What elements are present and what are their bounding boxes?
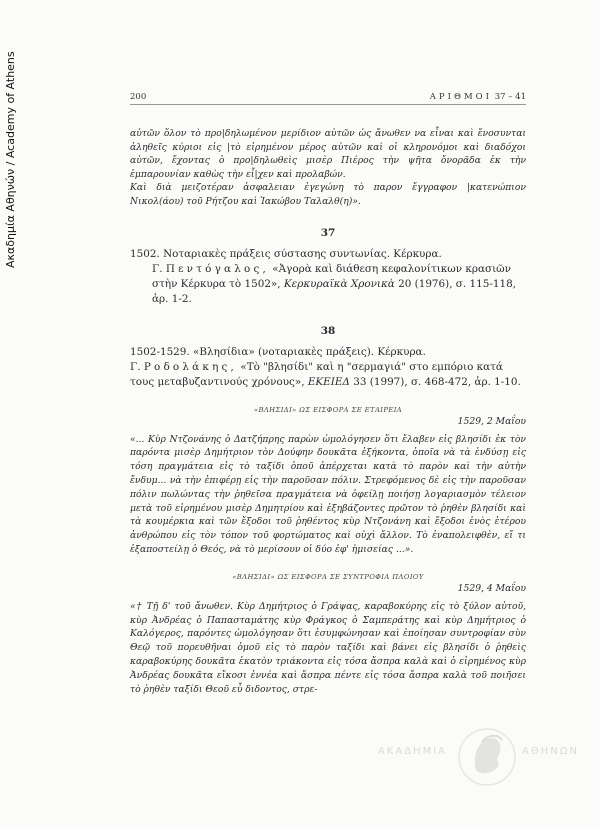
document-number-38: 38: [320, 324, 336, 337]
entry-37-nums: ἀρ. 1-2.: [152, 292, 192, 305]
entry-37-citation: [130, 262, 526, 307]
entry-38-title: «Βλησίδια» (νοταριακὲς πράξεις). Κέρκυρα.: [193, 345, 426, 358]
entry-37-article: «Ἀγορὰ καὶ διάθεση κεφαλονίτικων κρασιῶν: [272, 262, 511, 275]
entry-37-author: Πεντόγαλος,: [165, 262, 269, 275]
entry-37-article-cont: στὴν Κέρκυρα τὸ 1502»,: [152, 277, 281, 290]
entry-38-article-cont: τους μεταβυζαντινούς χρόνους»,: [130, 375, 305, 388]
entry-38-citation: [130, 360, 526, 390]
extract-1-text: «... Κὺρ Ντζονάνης ὁ Δατζήπρης παρὼν ὡμολόγησεν ὅτι ἔλαβεν εἰς βλησίδι ἐκ τὸν παρόντα μισὲρ Δημήτριον τὸν Δούφην δουκᾶτα ἑξήκοντα, ὁποῖα νὰ τὰ ἐνδύσῃ εἰς τόση πραγμάτεια εἰς τὸ ταξίδι ὁποῦ ἀπέρχεται κατὰ τὸ παρὸν καὶ τὴν αὐτὴν ἔνδυμ... νὰ τὴν ἐπιφέρῃ εἰς τὴν παροῦσαν πόλιν. Στρεφόμενος δὲ εἰς τὴν παροῦσαν πόλιν πωλώντας τὴν ῥηθεῖσα πραγμάτεια νὰ ὀφείλῃ ποιήσῃ λογαριασμὸν τέλειον μετὰ τοῦ εἰρημένου μισὲρ Δημητρίου καὶ ἐξηβάζοντες πρῶτον τὸ ῥηθὲν βλησίδι καὶ τὰ κουμέρκια καὶ τῶν ἔξοδοι τοῦ ῥηθέντος κὺρ Ντζονάνη καὶ ἔξοδοι ἑνὸς ἑτέρου ἀνθρώπου εἰς τὸν τόπον τοῦ φορτώματος καὶ οὐχὶ ἄλλον. Τὸ ἐναπολειφθὲν, εἴ τι ἐξαποστείλῃ ὁ Θεός, νὰ τὸ μερίσουν οἱ δύο ἐφ' ἡμισείας ...».: [130, 433, 526, 555]
athena-head-icon: [458, 726, 516, 788]
academy-logo-watermark: [372, 722, 592, 792]
entry-37-title: Νοταριακὲς πράξεις σύστασης συντωνίας. Κέρκυρα.: [163, 247, 442, 260]
entry-38-author: Ροδολάκης,: [143, 360, 238, 373]
extract-2-heading: «ΒΛΗΣΙΔΙ» ΩΣ ΕΙΣΦΟΡΑ ΣΕ ΣΥΝΤΡΟΦΙΑ ΠΛΟΙΟΥ: [232, 572, 424, 581]
entry-37-title-line: [130, 247, 526, 262]
side-watermark-text: Ακαδημία Αθηνών / Academy of Athens: [4, 51, 17, 268]
entry-37-ref: 20 (1976), σ. 115-118,: [398, 277, 516, 290]
logo-word-right: ΑΘΗΝΩΝ: [522, 746, 579, 757]
running-head-title: ΑΡΙΘΜΟΙ: [429, 92, 492, 102]
entry-38-ref: 33 (1997), σ. 468-472,: [353, 375, 472, 388]
extract-1-heading: «ΒΛΗΣΙΔΙ» ΩΣ ΕΙΣΦΟΡΑ ΣΕ ΕΤΑΙΡΕΙΑ: [253, 405, 403, 414]
continuation-paragraph-2: Καὶ διὰ μειζοτέραν ἀσφαλειαν ἐγεγώνη τὸ παρον ἔγγραφον |κατενώπιον Νικολ(άου) τοῦ Ρήτζου καὶ Ἰακώβου Ταλαλθ(η)».: [130, 182, 526, 207]
running-head-right: [430, 92, 526, 102]
entry-38-year: 1502-1529.: [130, 345, 190, 358]
logo-word-left: ΑΚΑΔΗΜΙΑ: [378, 746, 448, 757]
entry-38-author-initial: Γ.: [130, 360, 141, 373]
entry-37-journal: Κερκυραϊκὰ Χρονικὰ: [283, 277, 395, 290]
running-head: [130, 92, 526, 105]
document-entry-38: [130, 345, 526, 390]
entry-37-author-initial: Γ.: [152, 262, 163, 275]
entry-37-year: 1502.: [130, 247, 160, 260]
extract-2-date: 1529, 4 Μαΐου: [457, 582, 526, 594]
document-number-37: 37: [320, 226, 336, 239]
document-entry-37: [130, 247, 526, 307]
side-watermark: [4, 38, 18, 268]
page-number: 200: [130, 92, 147, 102]
entry-38-article: «Τὸ "βλησίδι" καὶ η "σερμαγιά" στο εμπόριο κατά: [240, 360, 503, 373]
entry-38-journal: ΕΚΕΙΕΔ: [307, 375, 350, 388]
entry-38-title-line: [130, 345, 526, 360]
continuation-text: [130, 127, 526, 209]
extract-1-date: 1529, 2 Μαΐου: [457, 415, 526, 427]
entry-38-nums: ἀρ. 1-10.: [474, 375, 521, 388]
running-head-range: 37 – 41: [494, 92, 526, 102]
page-content: [130, 92, 526, 696]
continuation-paragraph-1: αὐτῶν ὅλον τὸ προ|δηλωμένον μερίδιον αὐτῶν ὡς ἄνωθεν να εἶναι καὶ ἔνοσυνται ἀληθεῖς κύριοι εἰς |τὸ εἰρημένον μέρος αὐτῶν καὶ οἱ κληρονόμοι καὶ διαδόχοι αὐτῶν, ἔχοντας ὁ προ|δηλωθεὶς μισὲρ Πιέρος τὴν ψῆτα ὄνορᾶδα ἐκ τὴν ἐμπαρουνίαν καθὼς τὴν εἶ|χεν καὶ προλαβών.: [130, 128, 526, 180]
extract-2-text: «† Τῇ δ' τοῦ ἄνωθεν. Κὺρ Δημήτριος ὁ Γράψας, καραβοκύρης εἰς τὸ ξύλον αὐτοῦ, κὺρ Ἀνδρέας ὁ Παπασταμάτης κὺρ Φράγκος ὁ Σαμπεράτης καὶ κὺρ Δημήτριος ὁ Καλόγερος, παρόντες ὡμολόγησαν ὅτι ἐσυμφώνησαν καὶ ἐποίησαν συντροφίαν σὺν Θεῷ τοῦ πορευθῆναι ὁμοῦ εἰς τὸ παρὸν ταξίδι καὶ βάνει εἰς βλησίδι ὁ ῥηθεὶς καραβοκύρης δουκᾶτα ἑκατὸν τριάκοντα εἰς τόσα ἄσπρα καλὰ καὶ ὁ εἰρημένος κὺρ Ἀνδρέας δουκᾶτα εἴκοσι ἐννέα καὶ ἄσπρα πέντε εἰς τόσα ἄσπρα καλὰ τοῦ ποιῆσει τὸ ῥηθὲν ταξίδι Θεοῦ εὖ διδοντος, στρε-: [130, 600, 526, 695]
